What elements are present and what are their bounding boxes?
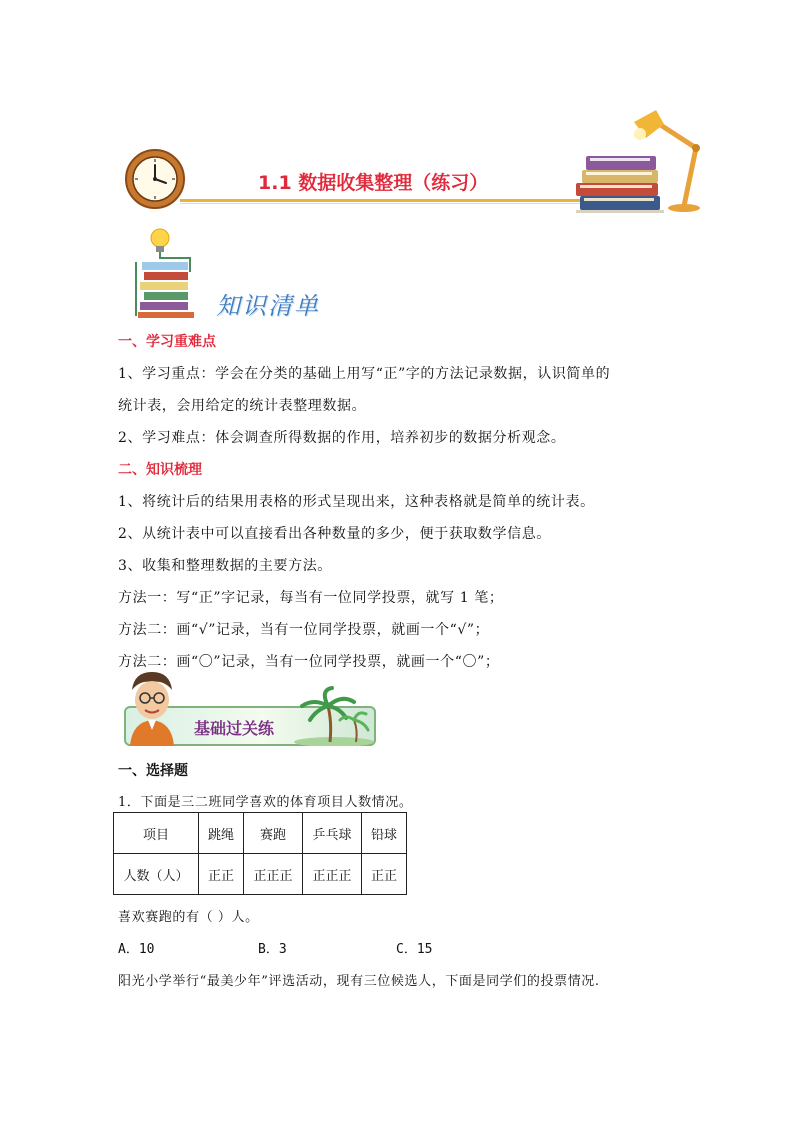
title-underline bbox=[180, 199, 590, 202]
practice-banner-title: 基础过关练 bbox=[194, 719, 275, 738]
question-1: 1．下面是三二班同学喜欢的体育项目人数情况。 bbox=[118, 795, 413, 810]
paragraph-key-point-2: 2、学习难点：体会调查所得数据的作用，培养初步的数据分析观念。 bbox=[118, 430, 566, 446]
sports-vote-table bbox=[113, 812, 407, 895]
paragraph-knowledge-2: 2、从统计表中可以直接看出各种数量的多少，便于获取数学信息。 bbox=[118, 526, 551, 542]
option-a[interactable]: A．10 bbox=[118, 942, 155, 957]
table-header-cell: 铅球 bbox=[362, 813, 407, 854]
desk-lamp-icon bbox=[626, 100, 708, 214]
table-header-cell: 乒乓球 bbox=[303, 813, 362, 854]
option-b[interactable]: B．3 bbox=[258, 942, 287, 957]
clock-icon bbox=[124, 148, 186, 210]
table-cell: 正正正 bbox=[244, 854, 303, 895]
paragraph-key-point-1b: 统计表，会用给定的统计表整理数据。 bbox=[118, 398, 367, 414]
palm-trees-icon bbox=[290, 686, 376, 746]
knowledge-list-heading: 知识清单 bbox=[216, 292, 320, 320]
table-header-cell: 赛跑 bbox=[244, 813, 303, 854]
section-heading-key-points: 一、学习重难点 bbox=[118, 334, 216, 350]
paragraph-knowledge-1: 1、将统计后的结果用表格的形式呈现出来，这种表格就是简单的统计表。 bbox=[118, 494, 595, 510]
paragraph-method-3: 方法二：画“〇”记录，当有一位同学投票，就画一个“〇”； bbox=[118, 654, 500, 670]
table-cell: 正正正 bbox=[303, 854, 362, 895]
paragraph-key-point-1a: 1、学习重点：学会在分类的基础上用写“正”字的方法记录数据，认识简单的 bbox=[118, 366, 611, 382]
lightbulb-books-icon bbox=[130, 226, 212, 322]
table-cell: 人数（人） bbox=[114, 854, 199, 895]
section-heading-knowledge: 二、知识梳理 bbox=[118, 462, 202, 478]
section-heading-choice: 一、选择题 bbox=[118, 763, 188, 779]
table-header-row bbox=[114, 813, 407, 854]
teacher-avatar-icon bbox=[124, 670, 180, 746]
table-header-cell: 项目 bbox=[114, 813, 199, 854]
paragraph-knowledge-3: 3、收集和整理数据的主要方法。 bbox=[118, 558, 332, 574]
question-1-prompt: 喜欢赛跑的有（ ）人。 bbox=[118, 910, 259, 925]
table-cell: 正正 bbox=[362, 854, 407, 895]
page-title: 1.1 数据收集整理（练习） bbox=[258, 172, 489, 194]
table-row bbox=[114, 854, 407, 895]
title-underline-thin bbox=[180, 203, 590, 204]
table-header-cell: 跳绳 bbox=[199, 813, 244, 854]
paragraph-method-2: 方法二：画“√”记录，当有一位同学投票，就画一个“√”； bbox=[118, 622, 490, 638]
question-2: 阳光小学举行“最美少年”评选活动，现有三位候选人，下面是同学们的投票情况. bbox=[118, 974, 600, 989]
paragraph-method-1: 方法一：写“正”字记录，每当有一位同学投票，就写 1 笔； bbox=[118, 590, 504, 606]
table-cell: 正正 bbox=[199, 854, 244, 895]
option-c[interactable]: C．15 bbox=[396, 942, 433, 957]
